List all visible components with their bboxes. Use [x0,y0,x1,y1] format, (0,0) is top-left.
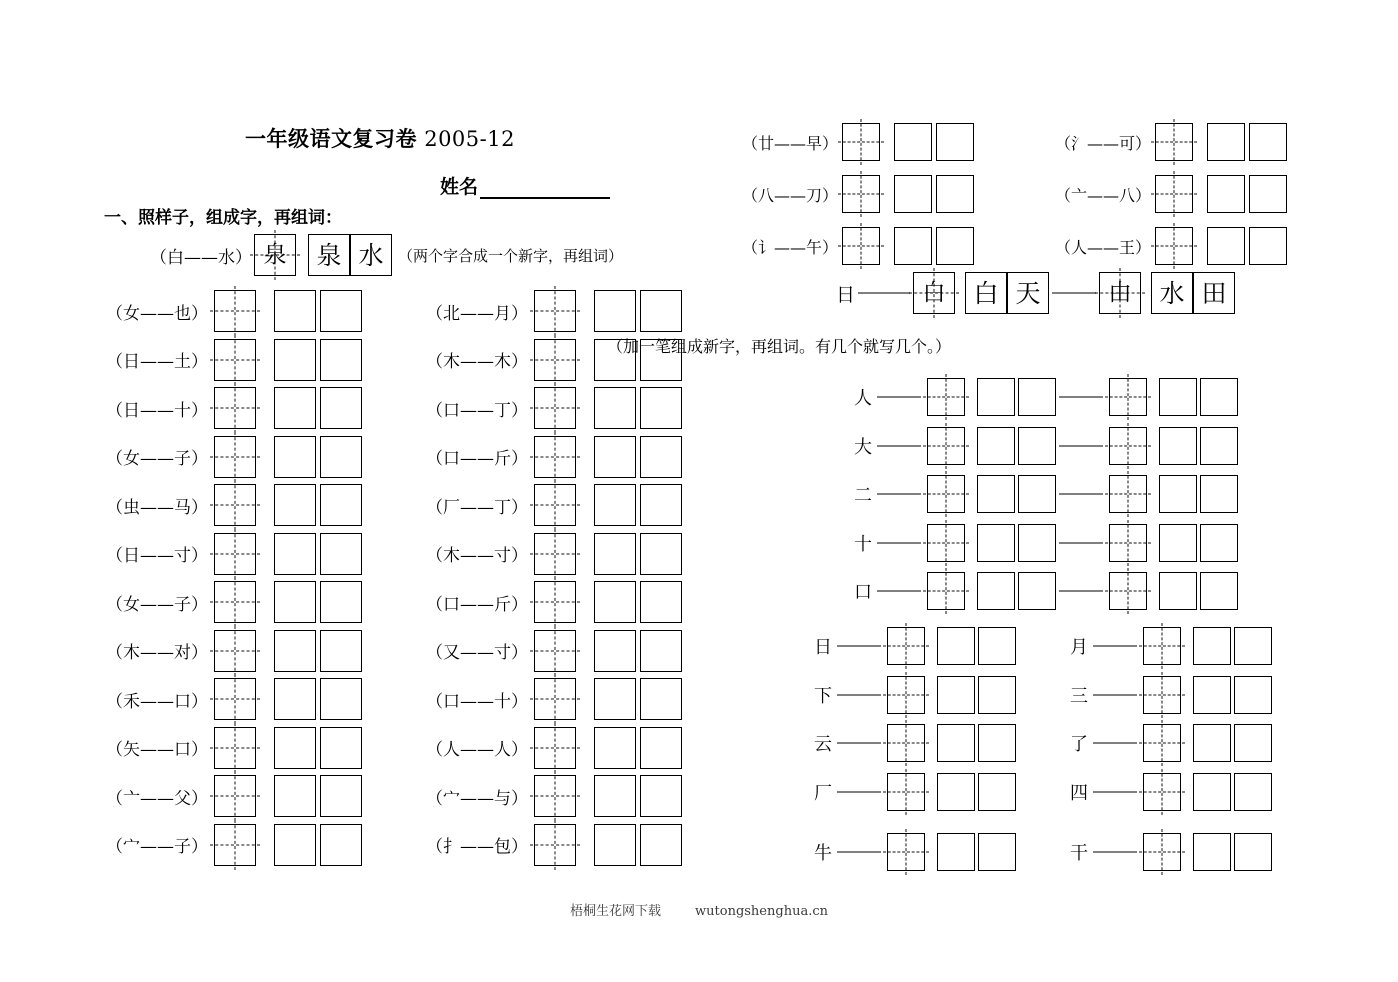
character-combine-row [424,387,682,429]
answer-grid-box[interactable] [887,676,925,714]
answer-grid-box[interactable] [534,290,576,332]
combine-row-label: （口——斤） [426,594,528,615]
character-combine-row [424,581,682,623]
answer-box[interactable] [1159,475,1197,513]
connector-dash [1059,396,1103,398]
add-stroke-row [812,724,1016,762]
name-input-line[interactable] [480,177,610,199]
answer-grid-box[interactable] [1143,724,1181,762]
add-stroke-base-char: 了 [1070,734,1088,755]
character-combine-row [424,436,682,478]
answer-grid-box[interactable] [534,630,576,672]
answer-box[interactable] [274,533,316,575]
character-combine-row [104,678,362,720]
answer-grid-box[interactable] [534,824,576,866]
character-combine-row [424,630,682,672]
add-stroke-row [1068,773,1272,811]
character-combine-row [424,484,682,526]
answer-grid-box[interactable] [534,387,576,429]
answer-box[interactable] [978,724,1016,762]
answer-box[interactable] [1159,524,1197,562]
add-stroke-base-char: 三 [1070,685,1088,707]
add-stroke-row [812,833,1016,871]
stroke-sample-grid-2-char: 由 [1108,279,1132,306]
footer-source: 梧桐生花网下载 [570,904,662,919]
combine-row-label: （廿——早） [742,133,839,153]
answer-grid-box[interactable] [534,436,576,478]
answer-box[interactable] [320,824,362,866]
page-title-year: 2005-12 [417,127,515,151]
answer-grid-box[interactable] [842,227,880,265]
answer-box[interactable] [274,290,316,332]
answer-box[interactable] [594,630,636,672]
stroke-sample-box-2-char: 天 [1015,278,1041,308]
connector-dash [837,645,881,647]
answer-box[interactable] [936,123,974,161]
answer-box[interactable] [936,175,974,213]
answer-box[interactable] [1200,427,1238,465]
answer-box[interactable] [1207,123,1245,161]
example-box-1 [308,234,350,276]
name-label: 姓名 [440,176,479,198]
connector-dash [877,590,921,592]
answer-box[interactable] [320,484,362,526]
answer-grid-box[interactable] [214,775,256,817]
example-label: （白——水） [150,247,252,268]
answer-box[interactable] [1234,724,1272,762]
answer-grid-box[interactable] [534,775,576,817]
combine-row-label: （矢——口） [106,740,208,760]
answer-grid-box[interactable] [1143,676,1181,714]
combine-row-label: （亠——八） [1055,185,1152,205]
stroke-sample-box-3-char: 水 [1159,278,1185,308]
character-combine-row [104,436,362,478]
answer-grid-box[interactable] [1109,378,1147,416]
answer-grid-box[interactable] [534,581,576,623]
add-stroke-base-char: 人 [854,388,872,409]
answer-grid-box[interactable] [927,572,965,610]
answer-grid-box[interactable] [1143,773,1181,811]
answer-box[interactable] [1249,175,1287,213]
add-stroke-base-char: 干 [1070,843,1088,864]
answer-box[interactable] [640,775,682,817]
answer-box[interactable] [894,175,932,213]
answer-box[interactable] [894,227,932,265]
answer-grid-box[interactable] [1109,427,1147,465]
answer-grid-box[interactable] [887,724,925,762]
answer-box[interactable] [978,676,1016,714]
stroke-sample-box-1 [965,272,1007,314]
character-combine-row [424,775,682,817]
connector-dash [837,791,881,793]
answer-box[interactable] [1234,676,1272,714]
combine-row-label: （虫——马） [106,497,208,518]
answer-box[interactable] [977,475,1015,513]
add-stroke-base-char: 大 [854,436,872,458]
answer-box[interactable] [1234,627,1272,665]
answer-box[interactable] [1200,524,1238,562]
add-stroke-base-char: 四 [1070,782,1088,804]
connector-dash [1093,791,1137,793]
answer-grid-box[interactable] [214,678,256,720]
example-box-2 [350,234,392,276]
answer-grid-box[interactable] [927,475,965,513]
connector-dash [877,542,921,544]
answer-box[interactable] [1234,773,1272,811]
combine-row-label: （八——刀） [742,185,839,205]
answer-box[interactable] [1193,773,1231,811]
answer-box[interactable] [320,290,362,332]
combine-row-label: （又——寸） [426,643,528,663]
answer-box[interactable] [937,627,975,665]
answer-grid-box[interactable] [842,123,880,161]
add-stroke-base-char: 口 [854,582,872,603]
answer-box[interactable] [1159,378,1197,416]
add-stroke-row [812,627,1016,665]
example-row [150,234,623,276]
answer-box[interactable] [274,484,316,526]
character-combine-row [104,630,362,672]
add-stroke-base-char: 厂 [814,782,832,804]
combine-row-label: （氵——可） [1055,133,1152,153]
character-combine-row [742,227,974,265]
combine-row-label: （亠——父） [106,788,208,809]
answer-box[interactable] [274,678,316,720]
add-stroke-base-char: 月 [1070,637,1088,658]
page-title [0,123,760,153]
add-stroke-row [812,676,1016,714]
add-stroke-row [852,427,1238,465]
answer-grid-box[interactable] [214,436,256,478]
answer-grid-box[interactable] [1109,475,1147,513]
answer-box[interactable] [937,724,975,762]
answer-box[interactable] [320,727,362,769]
combine-row-label: （北——月） [426,303,528,324]
answer-box[interactable] [1018,427,1056,465]
answer-grid-box[interactable] [1143,833,1181,871]
answer-box[interactable] [320,775,362,817]
combine-row-label: （日——土） [106,352,208,372]
answer-box[interactable] [594,824,636,866]
answer-grid-box[interactable] [214,630,256,672]
answer-grid-box[interactable] [214,533,256,575]
answer-box[interactable] [1249,123,1287,161]
answer-grid-box[interactable] [1155,123,1193,161]
answer-box[interactable] [978,773,1016,811]
answer-box[interactable] [977,524,1015,562]
character-combine-row [104,824,362,866]
character-combine-row [424,678,682,720]
connector-dash [877,445,921,447]
answer-box[interactable] [640,581,682,623]
combine-row-label: （禾——口） [106,691,208,712]
add-stroke-base-char: 云 [814,734,832,755]
answer-box[interactable] [274,581,316,623]
stroke-section-note [0,334,1398,357]
combine-row-label: （宀——子） [106,837,208,857]
answer-box[interactable] [594,387,636,429]
answer-box[interactable] [937,773,975,811]
stroke-sample-row [836,272,1235,314]
answer-grid-box[interactable] [214,824,256,866]
combine-row-label: （口——丁） [426,400,528,421]
answer-box[interactable] [594,727,636,769]
stroke-sample-grid-2 [1099,272,1141,314]
answer-box[interactable] [1193,676,1231,714]
connector-dash [858,292,910,294]
answer-box[interactable] [977,378,1015,416]
answer-grid-box[interactable] [927,524,965,562]
connector-dash [1059,590,1103,592]
stroke-sample-box-1-char: 白 [973,278,999,308]
answer-box[interactable] [1193,724,1231,762]
answer-box[interactable] [1159,572,1197,610]
answer-box[interactable] [274,775,316,817]
example-grid-char: 泉 [263,241,287,268]
answer-box[interactable] [1193,627,1231,665]
stroke-sample-start-char: 日 [836,283,856,306]
answer-grid-box[interactable] [927,427,965,465]
connector-dash [877,493,921,495]
answer-grid-box[interactable] [842,175,880,213]
add-stroke-row [1068,676,1272,714]
answer-box[interactable] [320,678,362,720]
answer-box[interactable] [1018,524,1056,562]
add-stroke-row [1068,724,1272,762]
add-stroke-row [1068,833,1272,871]
add-stroke-row [812,773,1016,811]
answer-box[interactable] [977,427,1015,465]
add-stroke-row [852,475,1238,513]
answer-grid-box[interactable] [1155,175,1193,213]
answer-grid-box[interactable] [534,727,576,769]
character-combine-row [104,290,362,332]
answer-grid-box[interactable] [214,484,256,526]
answer-box[interactable] [1018,378,1056,416]
answer-grid-box[interactable] [887,773,925,811]
answer-grid-box[interactable] [1109,572,1147,610]
stroke-sample-grid-1 [913,272,955,314]
stroke-sample-grid-1-char: 白 [922,279,946,306]
answer-box[interactable] [594,436,636,478]
combine-row-label: （讠——午） [742,237,839,257]
answer-box[interactable] [1200,572,1238,610]
example-grid-box [254,234,296,276]
combine-row-label: （女——子） [106,594,208,615]
connector-dash [837,851,881,853]
answer-grid-box[interactable] [887,833,925,871]
combine-row-label: （人——人） [426,740,528,760]
add-stroke-base-char: 十 [854,533,872,555]
character-combine-row [104,387,362,429]
answer-box[interactable] [594,290,636,332]
answer-box[interactable] [274,824,316,866]
answer-box[interactable] [594,484,636,526]
add-stroke-row [1068,627,1272,665]
answer-grid-box[interactable] [214,581,256,623]
answer-box[interactable] [1249,227,1287,265]
stroke-sample-box-3 [1151,272,1193,314]
answer-grid-box[interactable] [1143,627,1181,665]
answer-box[interactable] [937,833,975,871]
answer-box[interactable] [640,824,682,866]
character-combine-row [424,290,682,332]
character-combine-row [424,824,682,866]
add-stroke-base-char: 二 [854,485,872,506]
answer-box[interactable] [320,630,362,672]
character-combine-row [424,533,682,575]
answer-box[interactable] [274,387,316,429]
answer-grid-box[interactable] [927,378,965,416]
answer-box[interactable] [594,678,636,720]
example-box-1-char: 泉 [316,240,342,270]
combine-row-label: （口——斤） [426,449,528,469]
answer-box[interactable] [1193,833,1231,871]
answer-box[interactable] [1207,227,1245,265]
page-title-cn: 一年级语文复习卷 [245,126,418,151]
answer-box[interactable] [640,727,682,769]
connector-dash [877,396,921,398]
combine-row-label: （木——对） [106,643,208,663]
stroke-section-note-text: （加一笔组成新字，再组词。有几个就写几个。） [606,337,951,356]
example-box-2-char: 水 [358,240,384,270]
character-combine-row [742,175,974,213]
add-stroke-base-char: 日 [814,637,832,658]
answer-box[interactable] [640,678,682,720]
answer-box[interactable] [1234,833,1272,871]
character-combine-row [104,484,362,526]
character-combine-row [424,727,682,769]
answer-box[interactable] [1159,427,1197,465]
answer-box[interactable] [640,533,682,575]
example-note: （两个字合成一个新字，再组词） [398,246,624,265]
answer-grid-box[interactable] [534,484,576,526]
add-stroke-row [852,378,1238,416]
answer-box[interactable] [1018,475,1056,513]
answer-box[interactable] [320,436,362,478]
character-combine-row [104,727,362,769]
answer-box[interactable] [640,290,682,332]
connector-dash [1093,742,1137,744]
character-combine-row [1055,227,1287,265]
stroke-sample-box-4 [1193,272,1235,314]
answer-box[interactable] [274,436,316,478]
character-combine-row [104,533,362,575]
answer-box[interactable] [274,727,316,769]
answer-box[interactable] [594,533,636,575]
connector-dash [1052,292,1096,294]
answer-box[interactable] [594,775,636,817]
answer-box[interactable] [320,533,362,575]
answer-box[interactable] [640,630,682,672]
section-1-heading: 一、照样子，组成字，再组词： [104,208,342,228]
name-field-row [440,172,610,199]
combine-row-label: （扌——包） [426,837,528,857]
combine-row-label: （宀——与） [426,788,528,809]
combine-row-label: （口——十） [426,691,528,712]
answer-box[interactable] [1207,175,1245,213]
connector-dash [1059,445,1103,447]
answer-grid-box[interactable] [214,727,256,769]
answer-box[interactable] [978,627,1016,665]
answer-box[interactable] [1018,572,1056,610]
footer [0,900,1398,919]
answer-box[interactable] [320,581,362,623]
combine-row-label: （日——十） [106,400,208,421]
answer-box[interactable] [274,630,316,672]
answer-box[interactable] [640,484,682,526]
answer-box[interactable] [1200,475,1238,513]
combine-row-label: （木——木） [426,352,528,372]
character-combine-row [104,775,362,817]
character-combine-row [1055,175,1287,213]
answer-grid-box[interactable] [214,387,256,429]
answer-box[interactable] [978,833,1016,871]
answer-grid-box[interactable] [214,290,256,332]
answer-grid-box[interactable] [1109,524,1147,562]
connector-dash [1093,645,1137,647]
answer-box[interactable] [594,581,636,623]
add-stroke-row [852,524,1238,562]
connector-dash [1093,851,1137,853]
answer-box[interactable] [977,572,1015,610]
character-combine-row [104,581,362,623]
add-stroke-base-char: 牛 [814,843,832,864]
add-stroke-base-char: 下 [814,685,832,707]
answer-box[interactable] [937,676,975,714]
connector-dash [837,742,881,744]
combine-row-label: （日——寸） [106,546,208,566]
add-stroke-row [852,572,1238,610]
character-combine-row [1055,123,1287,161]
combine-row-label: （女——子） [106,449,208,469]
footer-site: wutongshenghua.cn [695,904,828,919]
connector-dash [1059,542,1103,544]
connector-dash [1059,493,1103,495]
answer-box[interactable] [894,123,932,161]
combine-row-label: （厂——丁） [426,497,528,518]
combine-row-label: （人——王） [1055,237,1152,257]
answer-box[interactable] [936,227,974,265]
combine-row-label: （女——也） [106,303,208,324]
combine-row-label: （木——寸） [426,546,528,566]
answer-grid-box[interactable] [887,627,925,665]
answer-grid-box[interactable] [534,533,576,575]
stroke-sample-box-4-char: 田 [1201,278,1227,308]
connector-dash [837,694,881,696]
connector-dash [1093,694,1137,696]
answer-box[interactable] [320,387,362,429]
character-combine-row [742,123,974,161]
answer-grid-box[interactable] [534,678,576,720]
answer-box[interactable] [640,387,682,429]
answer-box[interactable] [1200,378,1238,416]
answer-grid-box[interactable] [1155,227,1193,265]
answer-box[interactable] [640,436,682,478]
stroke-sample-box-2 [1007,272,1049,314]
